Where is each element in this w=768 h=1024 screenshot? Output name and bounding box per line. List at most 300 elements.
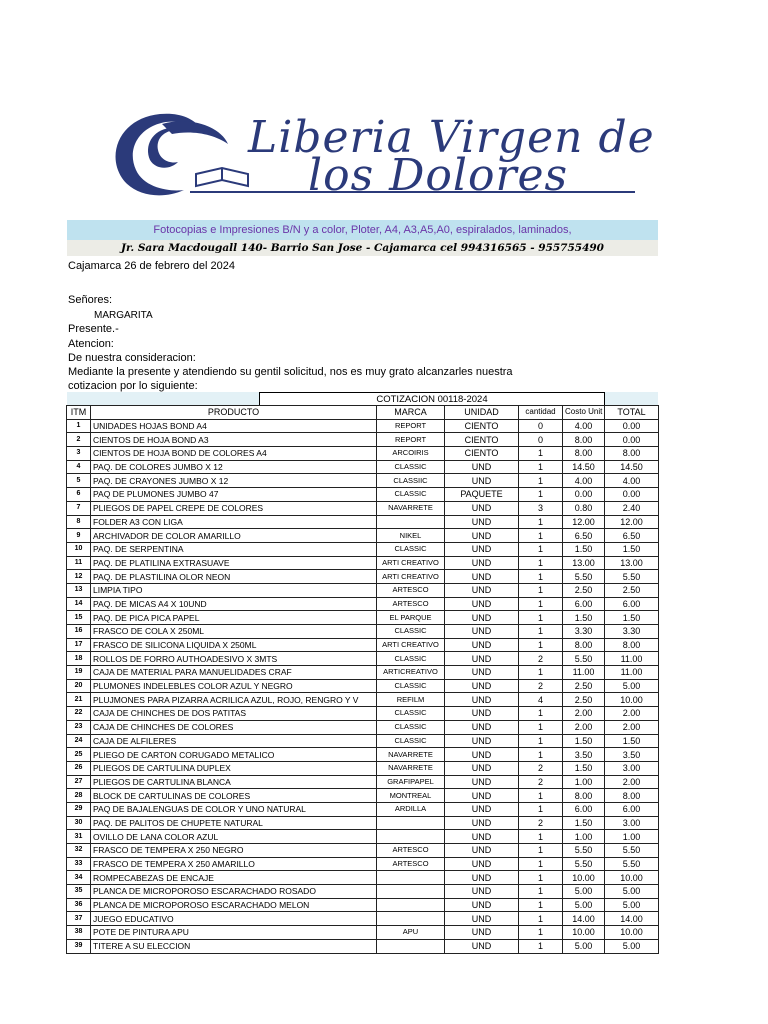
row-cantidad: 1 xyxy=(519,515,563,529)
row-itm: 16 xyxy=(67,625,91,639)
row-cantidad: 3 xyxy=(519,501,563,515)
table-row xyxy=(67,515,659,529)
row-marca: NAVARRETE xyxy=(377,501,445,515)
row-marca: CLASSIC xyxy=(377,720,445,734)
table-row xyxy=(67,638,659,652)
row-marca: CLASSIC xyxy=(377,488,445,502)
table-row xyxy=(67,789,659,803)
row-producto: PLUMONES INDELEBLES COLOR AZUL Y NEGRO xyxy=(91,679,377,693)
row-unidad: PAQUETE xyxy=(445,488,519,502)
row-producto: PAQ. DE COLORES JUMBO X 12 xyxy=(91,460,377,474)
row-costo-unit: 5.50 xyxy=(563,652,605,666)
letter-atencion: Atencion: xyxy=(68,338,114,350)
table-row xyxy=(67,447,659,461)
row-itm: 10 xyxy=(67,542,91,556)
row-costo-unit: 1.00 xyxy=(563,830,605,844)
row-unidad: CIENTO xyxy=(445,433,519,447)
row-unidad: UND xyxy=(445,830,519,844)
row-total: 4.00 xyxy=(605,474,659,488)
row-itm: 32 xyxy=(67,844,91,858)
row-marca: ARTICREATIVO xyxy=(377,666,445,680)
table-row xyxy=(67,597,659,611)
row-total: 10.00 xyxy=(605,871,659,885)
table-row xyxy=(67,433,659,447)
table-row xyxy=(67,611,659,625)
client-name: MARGARITA xyxy=(94,310,153,321)
row-marca: CLASSIC xyxy=(377,542,445,556)
row-itm: 1 xyxy=(67,419,91,433)
table-row xyxy=(67,652,659,666)
letter-body-line1: Mediante la presente y atendiendo su gentil solicitud, nos es muy grato alcanzarles nuestra xyxy=(68,366,513,378)
row-producto: PLIEGOS DE CARTULINA BLANCA xyxy=(91,775,377,789)
row-cantidad: 1 xyxy=(519,707,563,721)
row-itm: 35 xyxy=(67,885,91,899)
row-producto: UNIDADES HOJAS BOND A4 xyxy=(91,419,377,433)
table-row xyxy=(67,693,659,707)
row-costo-unit: 13.00 xyxy=(563,556,605,570)
row-unidad: UND xyxy=(445,926,519,940)
row-unidad: UND xyxy=(445,885,519,899)
row-total: 11.00 xyxy=(605,666,659,680)
row-total: 5.00 xyxy=(605,898,659,912)
row-marca: CLASSIIC xyxy=(377,474,445,488)
row-itm: 26 xyxy=(67,761,91,775)
row-itm: 3 xyxy=(67,447,91,461)
row-producto: CIENTOS DE HOJA BOND A3 xyxy=(91,433,377,447)
row-total: 10.00 xyxy=(605,926,659,940)
row-marca: ARTESCO xyxy=(377,597,445,611)
row-producto: FOLDER A3 CON LIGA xyxy=(91,515,377,529)
row-costo-unit: 6.00 xyxy=(563,802,605,816)
row-marca: REPORT xyxy=(377,419,445,433)
row-unidad: UND xyxy=(445,720,519,734)
row-producto: PAQ. DE PLASTILINA OLOR NEON xyxy=(91,570,377,584)
row-producto: CAJA DE CHINCHES DE COLORES xyxy=(91,720,377,734)
table-row xyxy=(67,844,659,858)
row-producto: BLOCK DE CARTULINAS DE COLORES xyxy=(91,789,377,803)
row-producto: ARCHIVADOR DE COLOR AMARILLO xyxy=(91,529,377,543)
row-itm: 11 xyxy=(67,556,91,570)
row-itm: 39 xyxy=(67,939,91,953)
row-marca: CLASSIC xyxy=(377,707,445,721)
row-marca: ARTI CREATIVO xyxy=(377,556,445,570)
row-total: 1.50 xyxy=(605,542,659,556)
row-total: 11.00 xyxy=(605,652,659,666)
row-itm: 34 xyxy=(67,871,91,885)
row-costo-unit: 1.50 xyxy=(563,611,605,625)
row-total: 3.00 xyxy=(605,816,659,830)
row-cantidad: 1 xyxy=(519,830,563,844)
row-marca: APU xyxy=(377,926,445,940)
table-row xyxy=(67,529,659,543)
row-marca: REFILM xyxy=(377,693,445,707)
table-row xyxy=(67,501,659,515)
row-itm: 23 xyxy=(67,720,91,734)
row-producto: CAJA DE MATERIAL PARA MANUELIDADES CRAF xyxy=(91,666,377,680)
row-unidad: UND xyxy=(445,638,519,652)
row-unidad: CIENTO xyxy=(445,419,519,433)
row-producto: PAQ. DE PLATILINA EXTRASUAVE xyxy=(91,556,377,570)
row-itm: 28 xyxy=(67,789,91,803)
row-itm: 29 xyxy=(67,802,91,816)
table-row xyxy=(67,666,659,680)
row-marca xyxy=(377,912,445,926)
logo-title-line1: Liberia Virgen de xyxy=(248,112,655,163)
row-marca: ARTESCO xyxy=(377,583,445,597)
row-total: 1.50 xyxy=(605,611,659,625)
table-row xyxy=(67,912,659,926)
row-cantidad: 1 xyxy=(519,926,563,940)
row-unidad: UND xyxy=(445,583,519,597)
row-unidad: UND xyxy=(445,898,519,912)
table-row xyxy=(67,625,659,639)
row-producto: PAQ. DE PICA PICA PAPEL xyxy=(91,611,377,625)
row-marca: ARTESCO xyxy=(377,844,445,858)
row-unidad: UND xyxy=(445,597,519,611)
row-itm: 2 xyxy=(67,433,91,447)
row-cantidad: 2 xyxy=(519,652,563,666)
row-costo-unit: 0.80 xyxy=(563,501,605,515)
row-itm: 31 xyxy=(67,830,91,844)
row-cantidad: 1 xyxy=(519,898,563,912)
row-cantidad: 1 xyxy=(519,638,563,652)
row-unidad: UND xyxy=(445,529,519,543)
row-cantidad: 1 xyxy=(519,542,563,556)
col-header-unidad: UNIDAD xyxy=(445,406,519,420)
letter-body-line2: cotizacion por lo siguiente: xyxy=(68,380,198,392)
row-producto: OVILLO DE LANA COLOR AZUL xyxy=(91,830,377,844)
col-header-marca: MARCA xyxy=(377,406,445,420)
row-costo-unit: 4.00 xyxy=(563,474,605,488)
row-cantidad: 1 xyxy=(519,583,563,597)
row-total: 8.00 xyxy=(605,789,659,803)
row-itm: 17 xyxy=(67,638,91,652)
row-marca: ARTI CREATIVO xyxy=(377,570,445,584)
row-producto: ROMPECABEZAS DE ENCAJE xyxy=(91,871,377,885)
col-header-cantidad: cantidad xyxy=(519,406,563,420)
row-total: 2.00 xyxy=(605,707,659,721)
row-itm: 19 xyxy=(67,666,91,680)
row-unidad: UND xyxy=(445,844,519,858)
row-costo-unit: 8.00 xyxy=(563,638,605,652)
table-row xyxy=(67,761,659,775)
row-unidad: UND xyxy=(445,679,519,693)
row-producto: LIMPIA TIPO xyxy=(91,583,377,597)
row-unidad: UND xyxy=(445,460,519,474)
row-unidad: UND xyxy=(445,816,519,830)
row-marca: NAVARRETE xyxy=(377,748,445,762)
table-row xyxy=(67,679,659,693)
table-row xyxy=(67,775,659,789)
row-unidad: UND xyxy=(445,734,519,748)
row-costo-unit: 3.30 xyxy=(563,625,605,639)
row-cantidad: 0 xyxy=(519,419,563,433)
row-cantidad: 1 xyxy=(519,474,563,488)
row-costo-unit: 1.00 xyxy=(563,775,605,789)
row-total: 13.00 xyxy=(605,556,659,570)
row-costo-unit: 5.50 xyxy=(563,570,605,584)
row-unidad: UND xyxy=(445,666,519,680)
row-cantidad: 1 xyxy=(519,885,563,899)
row-itm: 15 xyxy=(67,611,91,625)
row-producto: PAQ DE BAJALENGUAS DE COLOR Y UNO NATURAL xyxy=(91,802,377,816)
row-marca xyxy=(377,898,445,912)
row-itm: 14 xyxy=(67,597,91,611)
table-row xyxy=(67,556,659,570)
table-row xyxy=(67,734,659,748)
row-marca: CLASSIC xyxy=(377,625,445,639)
row-marca: NIKEL xyxy=(377,529,445,543)
row-total: 6.00 xyxy=(605,597,659,611)
row-itm: 24 xyxy=(67,734,91,748)
row-itm: 22 xyxy=(67,707,91,721)
row-cantidad: 1 xyxy=(519,460,563,474)
row-itm: 25 xyxy=(67,748,91,762)
table-row xyxy=(67,570,659,584)
services-banner: Fotocopias e Impresiones B/N y a color, Ploter, A4, A3,A5,A0, espiralados, laminados, xyxy=(67,220,658,240)
row-unidad: UND xyxy=(445,912,519,926)
row-total: 8.00 xyxy=(605,638,659,652)
row-total: 2.40 xyxy=(605,501,659,515)
row-unidad: UND xyxy=(445,474,519,488)
table-row xyxy=(67,871,659,885)
row-total: 0.00 xyxy=(605,488,659,502)
row-producto: PLIEGOS DE CARTULINA DUPLEX xyxy=(91,761,377,775)
row-producto: POTE DE PINTURA APU xyxy=(91,926,377,940)
row-costo-unit: 5.00 xyxy=(563,939,605,953)
row-itm: 6 xyxy=(67,488,91,502)
row-marca: CLASSIC xyxy=(377,734,445,748)
row-total: 10.00 xyxy=(605,693,659,707)
row-cantidad: 4 xyxy=(519,693,563,707)
row-total: 5.00 xyxy=(605,679,659,693)
row-total: 6.00 xyxy=(605,802,659,816)
row-costo-unit: 5.50 xyxy=(563,857,605,871)
col-header-total: TOTAL xyxy=(605,406,659,420)
row-producto: CAJA DE ALFILERES xyxy=(91,734,377,748)
row-cantidad: 1 xyxy=(519,556,563,570)
table-row xyxy=(67,857,659,871)
row-marca: CLASSIC xyxy=(377,679,445,693)
table-row xyxy=(67,720,659,734)
row-unidad: CIENTO xyxy=(445,447,519,461)
row-costo-unit: 6.50 xyxy=(563,529,605,543)
row-unidad: UND xyxy=(445,775,519,789)
row-costo-unit: 8.00 xyxy=(563,447,605,461)
row-unidad: UND xyxy=(445,542,519,556)
table-row xyxy=(67,939,659,953)
row-costo-unit: 1.50 xyxy=(563,542,605,556)
row-total: 1.50 xyxy=(605,734,659,748)
row-producto: PAQ. DE MICAS A4 X 10UND xyxy=(91,597,377,611)
row-cantidad: 1 xyxy=(519,597,563,611)
row-costo-unit: 14.00 xyxy=(563,912,605,926)
row-itm: 30 xyxy=(67,816,91,830)
row-unidad: UND xyxy=(445,857,519,871)
row-costo-unit: 5.50 xyxy=(563,844,605,858)
row-itm: 27 xyxy=(67,775,91,789)
row-total: 5.50 xyxy=(605,844,659,858)
row-cantidad: 1 xyxy=(519,529,563,543)
row-cantidad: 1 xyxy=(519,748,563,762)
row-total: 5.50 xyxy=(605,857,659,871)
col-header-itm: ITM xyxy=(67,406,91,420)
row-costo-unit: 4.00 xyxy=(563,419,605,433)
col-header-costo-unit: Costo Unit xyxy=(563,406,605,420)
row-total: 2.00 xyxy=(605,720,659,734)
row-itm: 5 xyxy=(67,474,91,488)
row-costo-unit: 5.00 xyxy=(563,898,605,912)
row-itm: 33 xyxy=(67,857,91,871)
row-marca: CLASSIC xyxy=(377,652,445,666)
row-total: 3.00 xyxy=(605,761,659,775)
row-unidad: UND xyxy=(445,693,519,707)
row-unidad: UND xyxy=(445,556,519,570)
table-row xyxy=(67,926,659,940)
row-total: 2.00 xyxy=(605,775,659,789)
row-costo-unit: 2.00 xyxy=(563,720,605,734)
row-itm: 12 xyxy=(67,570,91,584)
row-costo-unit: 10.00 xyxy=(563,926,605,940)
row-cantidad: 2 xyxy=(519,775,563,789)
letter-presente: Presente.- xyxy=(68,323,119,335)
row-unidad: UND xyxy=(445,611,519,625)
table-row xyxy=(67,885,659,899)
table-row xyxy=(67,748,659,762)
row-cantidad: 1 xyxy=(519,871,563,885)
row-costo-unit: 5.00 xyxy=(563,885,605,899)
row-cantidad: 1 xyxy=(519,447,563,461)
row-itm: 13 xyxy=(67,583,91,597)
row-costo-unit: 14.50 xyxy=(563,460,605,474)
row-marca xyxy=(377,830,445,844)
table-row xyxy=(67,816,659,830)
row-total: 14.50 xyxy=(605,460,659,474)
row-marca xyxy=(377,939,445,953)
row-marca xyxy=(377,871,445,885)
row-costo-unit: 6.00 xyxy=(563,597,605,611)
row-costo-unit: 2.50 xyxy=(563,679,605,693)
row-producto: FRASCO DE TEMPERA X 250 NEGRO xyxy=(91,844,377,858)
row-costo-unit: 0.00 xyxy=(563,488,605,502)
row-marca: NAVARRETE xyxy=(377,761,445,775)
row-marca: REPORT xyxy=(377,433,445,447)
row-producto: PLANCA DE MICROPOROSO ESCARACHADO ROSADO xyxy=(91,885,377,899)
table-row xyxy=(67,830,659,844)
col-header-producto: PRODUCTO xyxy=(91,406,377,420)
row-cantidad: 1 xyxy=(519,857,563,871)
row-marca: EL PARQUE xyxy=(377,611,445,625)
row-marca: MONTREAL xyxy=(377,789,445,803)
quote-table-header xyxy=(67,406,659,420)
row-costo-unit: 1.50 xyxy=(563,761,605,775)
row-costo-unit: 12.00 xyxy=(563,515,605,529)
row-cantidad: 1 xyxy=(519,734,563,748)
row-unidad: UND xyxy=(445,802,519,816)
row-total: 8.00 xyxy=(605,447,659,461)
row-total: 3.50 xyxy=(605,748,659,762)
row-total: 5.00 xyxy=(605,885,659,899)
row-cantidad: 1 xyxy=(519,939,563,953)
row-cantidad: 1 xyxy=(519,611,563,625)
row-costo-unit: 1.50 xyxy=(563,816,605,830)
row-marca: ARCOIRIS xyxy=(377,447,445,461)
row-marca xyxy=(377,515,445,529)
row-cantidad: 1 xyxy=(519,720,563,734)
row-producto: JUEGO EDUCATIVO xyxy=(91,912,377,926)
row-unidad: UND xyxy=(445,939,519,953)
row-total: 5.50 xyxy=(605,570,659,584)
row-producto: FRASCO DE TEMPERA X 250 AMARILLO xyxy=(91,857,377,871)
row-total: 0.00 xyxy=(605,419,659,433)
row-unidad: UND xyxy=(445,871,519,885)
row-unidad: UND xyxy=(445,515,519,529)
quote-table xyxy=(66,405,659,954)
row-itm: 8 xyxy=(67,515,91,529)
row-marca: GRAFIPAPEL xyxy=(377,775,445,789)
row-cantidad: 2 xyxy=(519,816,563,830)
row-costo-unit: 8.00 xyxy=(563,433,605,447)
row-producto: FRASCO DE SILICONA LIQUIDA X 250ML xyxy=(91,638,377,652)
row-total: 0.00 xyxy=(605,433,659,447)
row-cantidad: 1 xyxy=(519,666,563,680)
table-row xyxy=(67,802,659,816)
row-cantidad: 1 xyxy=(519,625,563,639)
row-cantidad: 1 xyxy=(519,912,563,926)
row-costo-unit: 8.00 xyxy=(563,789,605,803)
row-itm: 38 xyxy=(67,926,91,940)
row-cantidad: 1 xyxy=(519,488,563,502)
row-costo-unit: 1.50 xyxy=(563,734,605,748)
row-total: 3.30 xyxy=(605,625,659,639)
row-costo-unit: 2.00 xyxy=(563,707,605,721)
row-costo-unit: 10.00 xyxy=(563,871,605,885)
row-cantidad: 1 xyxy=(519,789,563,803)
row-unidad: UND xyxy=(445,652,519,666)
row-unidad: UND xyxy=(445,570,519,584)
table-row xyxy=(67,542,659,556)
letter-date: Cajamarca 26 de febrero del 2024 xyxy=(68,260,235,272)
letter-greeting: De nuestra consideracion: xyxy=(68,352,196,364)
row-unidad: UND xyxy=(445,748,519,762)
row-total: 5.00 xyxy=(605,939,659,953)
row-marca: ARTI CREATIVO xyxy=(377,638,445,652)
row-itm: 37 xyxy=(67,912,91,926)
row-itm: 4 xyxy=(67,460,91,474)
row-marca: CLASSIC xyxy=(377,460,445,474)
table-row xyxy=(67,488,659,502)
letter-salutation: Señores: xyxy=(68,294,113,306)
row-producto: PAQ. DE CRAYONES JUMBO X 12 xyxy=(91,474,377,488)
row-producto: ROLLOS DE FORRO AUTHOADESIVO X 3MTS xyxy=(91,652,377,666)
row-producto: FRASCO DE COLA X 250ML xyxy=(91,625,377,639)
row-itm: 21 xyxy=(67,693,91,707)
quote-title: COTIZACION 00118-2024 xyxy=(259,392,605,405)
table-row xyxy=(67,898,659,912)
row-total: 6.50 xyxy=(605,529,659,543)
row-producto: TITERE A SU ELECCION xyxy=(91,939,377,953)
row-unidad: UND xyxy=(445,707,519,721)
row-cantidad: 1 xyxy=(519,844,563,858)
row-cantidad: 2 xyxy=(519,679,563,693)
table-row xyxy=(67,419,659,433)
row-total: 12.00 xyxy=(605,515,659,529)
row-producto: PLIEGO DE CARTON CORUGADO METALICO xyxy=(91,748,377,762)
row-marca xyxy=(377,816,445,830)
row-cantidad: 1 xyxy=(519,802,563,816)
row-itm: 20 xyxy=(67,679,91,693)
row-producto: PLANCA DE MICROPOROSO ESCARACHADO MELON xyxy=(91,898,377,912)
